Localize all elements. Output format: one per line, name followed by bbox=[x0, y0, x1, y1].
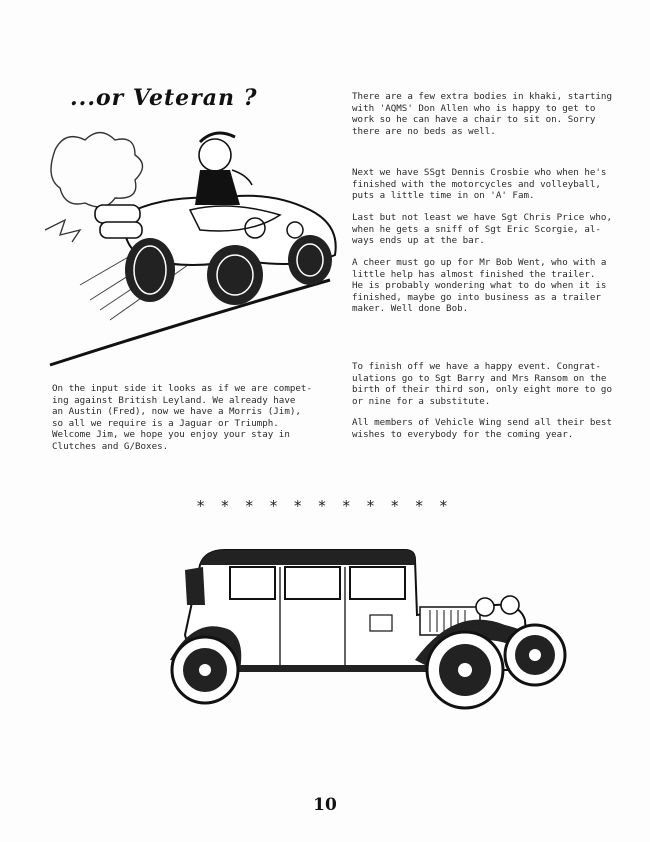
paragraph-happy-event: To finish off we have a happy event. Congrat- ulations go to Sgt Barry and Mrs Ransom on the birth of their third son, only eight more to go or nine for a substitute. bbox=[352, 361, 612, 407]
page-number: 10 bbox=[313, 795, 337, 815]
separator-stars: * * * * * * * * * * * bbox=[196, 497, 454, 515]
paragraph-input-side: On the input side it looks as if we are compet- ing against British Leyland. We already have an Austin (Fred), now we have a Morris (Jim), so all we require is a Jaguar or Triumph. Welcome Jim, we hope you enjoy your stay in Clutches and G/Boxes. bbox=[52, 383, 312, 452]
paragraph-sgt-price: Last but not least we have Sgt Chris Price who, when he gets a sniff of Sgt Eric Scorgie, al- ways ends up at the bar. bbox=[352, 212, 612, 246]
vintage-car-illustration bbox=[165, 545, 575, 725]
article-title: ...or Veteran ? bbox=[70, 85, 258, 111]
paragraph-best-wishes: All members of Vehicle Wing send all their best wishes to everybody for the coming year. bbox=[352, 417, 612, 440]
cartoon-racing-car-illustration bbox=[40, 110, 340, 370]
paragraph-bob-went: A cheer must go up for Mr Bob Went, who with a little help has almost finished the trailer. He is probably wondering what to do when it is finished, maybe go into business as a trailer maker. Well done Bob. bbox=[352, 257, 607, 314]
paragraph-extra-bodies: There are a few extra bodies in khaki, starting with 'AQMS' Don Allen who is happy to get to work so he can have a chair to sit on. Sorry there are no beds as well. bbox=[352, 91, 612, 137]
paragraph-ssgt-crosbie: Next we have SSgt Dennis Crosbie who when he's finished with the motorcycles and volleyball, puts a little time in on 'A' Fam. bbox=[352, 167, 607, 201]
